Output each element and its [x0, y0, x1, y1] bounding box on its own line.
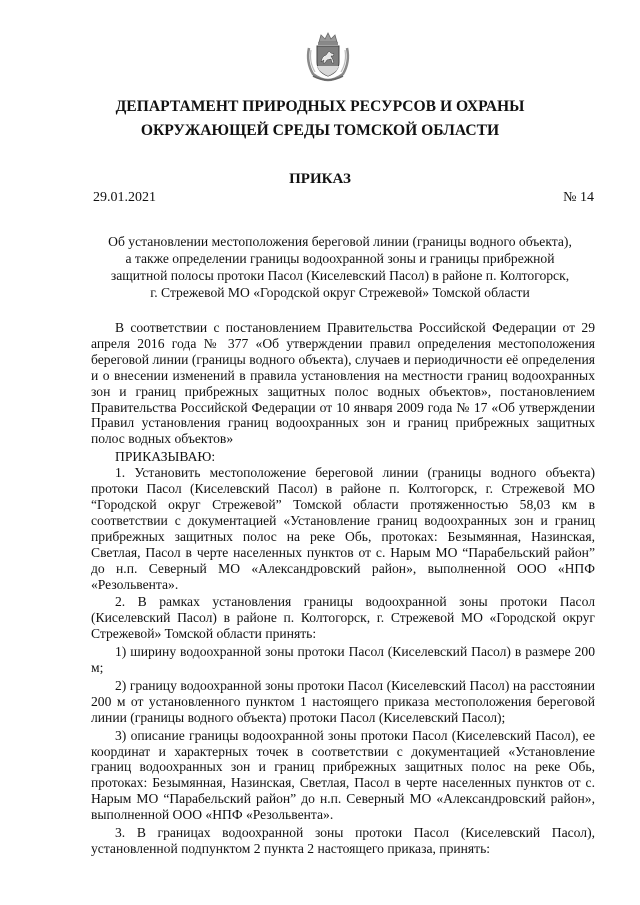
- body-paragraph: 3. В границах водоохранной зоны протоки Пасол (Киселевский Пасол), установленной подпунктом 2 пункта 2 настоящего приказа, принять:: [91, 825, 595, 856]
- order-subject: [90, 233, 590, 301]
- order-date: 29.01.2021: [93, 190, 156, 205]
- body-paragraph: 2) границу водоохранной зоны протоки Пасол (Киселевский Пасол) на расстоянии 200 м от установленного пунктом 1 настоящего приказа местоположения береговой линии (границы водного объекта) протоки Пасол (Киселевский Пасол);: [91, 677, 595, 725]
- department-line-1: ДЕПАРТАМЕНТ ПРИРОДНЫХ РЕСУРСОВ И ОХРАНЫ: [115, 98, 525, 115]
- order-number: № 14: [563, 190, 594, 205]
- body-paragraph: 2. В рамках установления границы водоохранной зоны протоки Пасол (Киселевский Пасол) в районе п. Колтогорск, г. Стрежевой МО «Городской округ Стрежевой» Томской области принять:: [91, 594, 595, 642]
- department-name: [60, 95, 580, 143]
- department-line-2: ОКРУЖАЮЩЕЙ СРЕДЫ ТОМСКОЙ ОБЛАСТИ: [140, 122, 500, 139]
- subject-line: защитной полосы протоки Пасол (Киселевский Пасол) в районе п. Колтогорск,: [110, 268, 570, 283]
- order-body: [91, 320, 595, 859]
- preamble-paragraph: В соответствии с постановлением Правительства Российской Федерации от 29 апреля 2016 года № 377 «Об утверждении правил определения местоположения береговой линии (границы водного объекта), случаев и периодичности её определения и о внесении изменений в правила установления на местности границ водоохранных зон и границ прибрежных защитных полос водных объектов», постановлением Правительства Российской Федерации от 10 января 2009 года № 17 «Об утверждении Правил установления границ водоохранных зон и границ прибрежных защитных полос водных объектов»: [91, 320, 595, 447]
- coat-of-arms-icon: [303, 30, 353, 82]
- subject-line: а также определении границы водоохранной зоны и границы прибрежной: [125, 251, 555, 266]
- body-paragraph: 3) описание границы водоохранной зоны протоки Пасол (Киселевский Пасол), ее координат и характерных точек в соответствии с документацией «Установление границ водоохранных зон и границ прибрежных защитных полос на реке Обь, протоках: Безымянная, Назинская, Светлая, Пасол в черте населенных пунктов от с. Нарым МО “Парабельский район” до н.п. Северный МО «Александровский район», выполненной ООО «НПФ «Резольвента».: [91, 727, 595, 823]
- body-paragraph: 1) ширину водоохранной зоны протоки Пасол (Киселевский Пасол) в размере 200 м;: [91, 644, 595, 676]
- order-word: ПРИКАЗЫВАЮ:: [115, 449, 216, 465]
- subject-line: Об установлении местоположения береговой линии (границы водного объекта),: [108, 234, 572, 249]
- body-paragraph: 1. Установить местоположение береговой линии (границы водного объекта) протоки Пасол (Киселевский Пасол) в районе п. Колтогорск, г. Стрежевой МО “Городской округ Стрежевой” Томской области протяженностью 58,03 км в соответствии с документацией «Установление границ водоохранных зон и границ прибрежных защитных полос на реке Обь, протоках: Безымянная, Назинская, Светлая, Пасол в черте населенных пунктов от с. Нарым МО “Парабельский район” до н.п. Северный МО «Александровский район», выполненной ООО «НПФ «Резольвента».: [91, 465, 595, 592]
- order-title: ПРИКАЗ: [289, 171, 351, 187]
- subject-line: г. Стрежевой МО «Городской округ Стрежевой» Томской области: [150, 285, 530, 300]
